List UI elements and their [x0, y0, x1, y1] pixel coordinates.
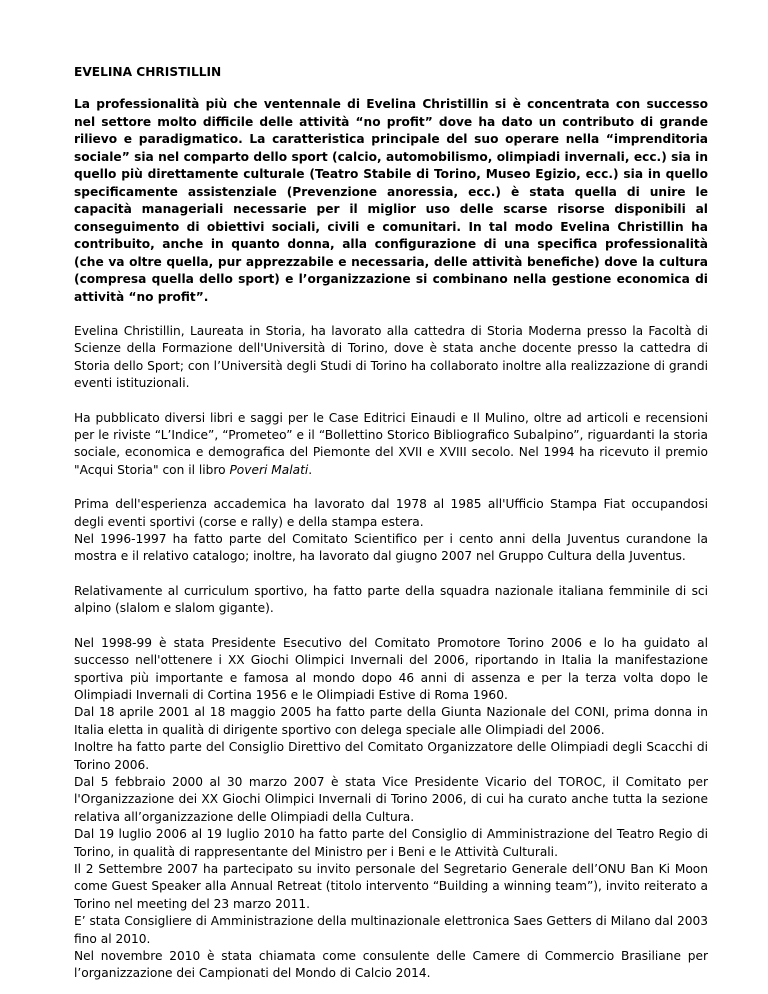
paragraph-experience	[74, 496, 708, 566]
document-title: EVELINA CHRISTILLIN	[74, 65, 222, 79]
career-line: Dal 19 luglio 2006 al 19 luglio 2010 ha fatto parte del Consiglio di Amministrazione del Teatro Regio di Torino, in qualità di rappresentante del Ministro per i Beni e le Attività Culturali.	[74, 827, 708, 859]
paragraph-publications	[74, 410, 708, 480]
publications-text: Ha pubblicato diversi libri e saggi per le Case Editrici Einaudi e Il Mulino, oltre ad articoli e recensioni per le riviste “L’Indice”, “Prometeo” e il “Bollettino Storico Bibliografico Subalpino”, riguardanti la storia sociale, economica e demografica del Piemonte del XVII e XVIII secolo. Nel 1994 ha ricevuto il premio "Acqui Storia" con il libro	[74, 410, 708, 477]
career-line: Dal 5 febbraio 2000 al 30 marzo 2007 è stata Vice Presidente Vicario del TOROC, il Comitato per l'Organizzazione dei XX Giochi Olimpici Invernali di Torino 2006, di cui ha curato anche tutta la sezione relativa all’organizzazione delle Olimpiadi della Cultura.	[74, 774, 708, 824]
career-line: Nel 1998-99 è stata Presidente Esecutivo del Comitato Promotore Torino 2006 e lo ha guidato al successo nell'ottenere i XX Giochi Olimpici Invernali del 2006, riportando in Italia la manifestazione sportiva più importante e famosa al mondo dopo 46 anni di assenza e per la terza volta dopo le Olimpiadi Invernali di Cortina 1956 e le Olimpiadi Estive di Roma 1960.	[74, 635, 708, 702]
book-title: Poveri Malati	[229, 462, 309, 477]
paragraph-sport: Relativamente al curriculum sportivo, ha fatto parte della squadra nazionale italiana femminile di sci alpino (slalom e slalom gigante).	[74, 583, 708, 616]
career-line: Il 2 Settembre 2007 ha partecipato su invito personale del Segretario Generale dell’ONU Ban Ki Moon come Guest Speaker alla Annual Retreat (titolo intervento “Building a winning team”), invito reiterato a Torino nel meeting del 23 marzo 2011.	[74, 861, 708, 911]
career-line: Dal 18 aprile 2001 al 18 maggio 2005 ha fatto parte della Giunta Nazionale del CONI, prima donna in Italia eletta in qualità di dirigente sportivo con delega speciale alle Olimpiadi del 2006.	[74, 705, 708, 737]
career-line: Nel novembre 2010 è stata chiamata come consulente delle Camere di Commercio Brasiliane per l’organizzazione dei Campionati del Mondo di Calcio 2014.	[74, 949, 708, 981]
paragraph-career	[74, 635, 708, 983]
publications-end: .	[308, 462, 313, 477]
career-line: E’ stata Consigliere di Amministrazione della multinazionale elettronica Saes Getters di Milano dal 2003 fino al 2010.	[74, 914, 708, 946]
career-line: Inoltre ha fatto parte del Consiglio Direttivo del Comitato Organizzatore delle Olimpiadi degli Scacchi di Torino 2006.	[74, 740, 708, 772]
paragraph-education: Evelina Christillin, Laureata in Storia, ha lavorato alla cattedra di Storia Moderna presso la Facoltà di Scienze della Formazione dell'Università di Torino, dove è stata anche docente presso la cattedra di Storia dello Sport; con l’Università degli Studi di Torino ha collaborato inoltre alla realizzazione di grandi eventi istituzionali.	[74, 324, 708, 391]
experience-line: Nel 1996-1997 ha fatto parte del Comitato Scientifico per i cento anni della Juventus curandone la mostra e il relativo catalogo; inoltre, ha lavorato dal giugno 2007 nel Gruppo Cultura della Juventus.	[74, 532, 708, 564]
experience-line: Prima dell'esperienza accademica ha lavorato dal 1978 al 1985 all'Ufficio Stampa Fiat occupandosi degli eventi sportivi (corse e rally) e della stampa estera.	[74, 497, 708, 529]
intro-paragraph: La professionalità più che ventennale di Evelina Christillin si è concentrata con successo nel settore molto difficile delle attività “no profit” dove ha dato un contributo di grande rilievo e paradigmatico. La caratteristica principale del suo operare nella “imprenditoria sociale” sia nel comparto dello sport (calcio, automobilismo, olimpiadi invernali, ecc.) sia in quello più direttamente culturale (Teatro Stabile di Torino, Museo Egizio, ecc.) sia in quello specificamente assistenziale (Prevenzione anoressia, ecc.) è stata quella di unire le capacità manageriali necessarie per il miglior uso delle scarse risorse disponibili al conseguimento di obiettivi sociali, civili e comunitari. In tal modo Evelina Christillin ha contribuito, anche in quanto donna, alla configurazione di una specifica professionalità (che va oltre quella, pur apprezzabile e necessaria, delle attività benefiche) dove la cultura (compresa quella dello sport) e l’organizzazione si combinano nella gestione economica di attività “no profit”.	[74, 97, 708, 304]
